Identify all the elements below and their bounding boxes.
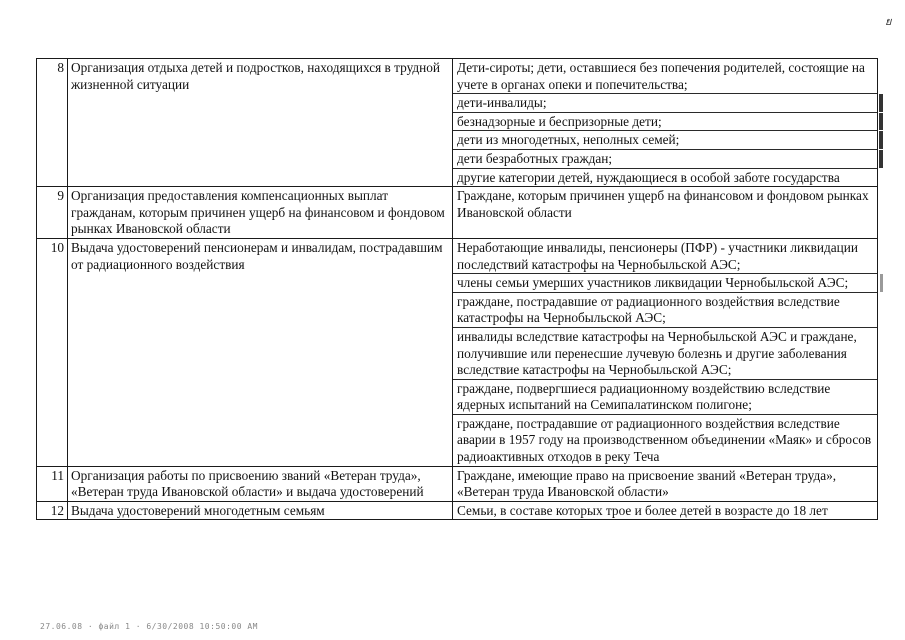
services-table [36, 58, 878, 520]
category-item: Граждане, имеющие право на присвоение званий «Ветеран труда», «Ветеран труда Ивановской области» [457, 467, 837, 500]
table-row [37, 466, 878, 501]
table-row [37, 187, 878, 239]
service-name: Организация предоставления компенсационных выплат гражданам, которым причинен ущерб на финансовом и фондовом рынках Ивановской области [68, 187, 453, 239]
row-number: 12 [37, 501, 68, 520]
category-item: граждане, подвергшиеся радиационному воздействию вследствие ядерных испытаний на Семипалатинском полигоне; [453, 379, 877, 414]
category-list [453, 59, 878, 187]
row-number: 11 [37, 466, 68, 501]
page-number-mark: ย [885, 16, 892, 28]
service-name: Выдача удостоверений пенсионерам и инвалидам, пострадавшим от радиационного воздействия [68, 238, 453, 466]
category-item: граждане, пострадавшие от радиационного воздействия вследствие аварии в 1957 году на производственном объединении «Маяк» и сбросов радиоактивных отходов в реку Теча [453, 414, 877, 466]
print-footer: 27.06.08 · файл 1 · 6/30/2008 10:50:00 AM [40, 622, 258, 631]
row-number: 9 [37, 187, 68, 239]
service-name: Организация работы по присвоению званий «Ветеран труда», «Ветеран труда Ивановской области» и выдача удостоверений [68, 466, 453, 501]
category-item: дети-инвалиды; [453, 93, 877, 112]
category-item: Неработающие инвалиды, пенсионеры (ПФР) - участники ликвидации последствий катастрофы на Чернобыльской АЭС; [457, 239, 858, 272]
service-name: Выдача удостоверений многодетным семьям [68, 501, 453, 520]
category-item: члены семьи умерших участников ликвидации Чернобыльской АЭС; [453, 273, 877, 292]
category-list [453, 501, 878, 520]
category-item: дети из многодетных, неполных семей; [453, 130, 877, 149]
table-row [37, 59, 878, 187]
category-item: граждане, пострадавшие от радиационного воздействия вследствие катастрофы на Чернобыльской АЭС; [453, 292, 877, 327]
category-list [453, 238, 878, 466]
table-row [37, 501, 878, 520]
category-list [453, 466, 878, 501]
category-item: дети безработных граждан; [453, 149, 877, 168]
category-item: Граждане, которым причинен ущерб на финансовом и фондовом рынках Ивановской области [457, 188, 869, 220]
row-number: 8 [37, 59, 68, 187]
category-item: Семьи, в составе которых трое и более детей в возрасте до 18 лет [457, 502, 828, 518]
category-item: безнадзорные и беспризорные дети; [453, 112, 877, 131]
category-list [453, 187, 878, 239]
category-item: другие категории детей, нуждающиеся в особой заботе государства [453, 168, 877, 187]
service-name: Организация отдыха детей и подростков, находящихся в трудной жизненной ситуации [68, 59, 453, 187]
category-item: инвалиды вследствие катастрофы на Чернобыльской АЭС и граждане, получившие или перенесшие лучевую болезнь и другие заболевания вследствие катастрофы на Чернобыльской АЭС; [453, 327, 877, 379]
category-item: Дети-сироты; дети, оставшиеся без попечения родителей, состоящие на учете в органах опеки и попечительства; [457, 60, 865, 92]
table-row [37, 238, 878, 466]
row-number: 10 [37, 238, 68, 466]
